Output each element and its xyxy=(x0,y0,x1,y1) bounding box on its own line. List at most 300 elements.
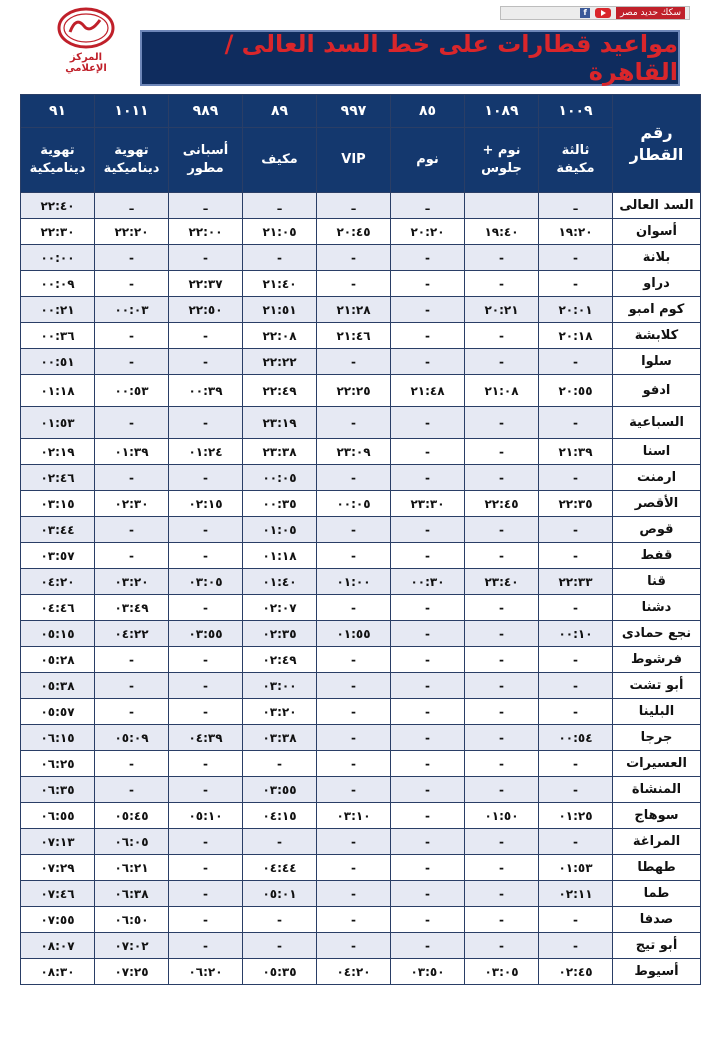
departure-time: ٠٣:٥٠ xyxy=(391,959,465,985)
departure-time: ٢٠:٢٠ xyxy=(391,219,465,245)
departure-time: - xyxy=(391,933,465,959)
departure-time: - xyxy=(465,881,539,907)
departure-time: - xyxy=(317,407,391,439)
departure-time: - xyxy=(317,855,391,881)
train-type-line2: مكيفة xyxy=(556,161,595,176)
departure-time: ٠٣:٢٠ xyxy=(95,569,169,595)
departure-time: ـ xyxy=(391,193,465,219)
departure-time: - xyxy=(317,517,391,543)
departure-time: ـ xyxy=(169,193,243,219)
departure-time: ٠٥:٣٥ xyxy=(243,959,317,985)
page-title: مواعيد قطارات على خط السد العالى / القاهرة xyxy=(224,30,678,86)
corner-label-line2: القطار xyxy=(629,144,684,164)
departure-time: - xyxy=(317,829,391,855)
train-type xyxy=(539,128,613,193)
departure-time: - xyxy=(243,829,317,855)
departure-time: ٠٦:٢٠ xyxy=(169,959,243,985)
departure-time: - xyxy=(391,829,465,855)
station-name: طهطا xyxy=(613,855,701,881)
table-row xyxy=(21,933,701,959)
departure-time: - xyxy=(465,855,539,881)
departure-time: ٠٠:٥٤ xyxy=(539,725,613,751)
departure-time: ـ xyxy=(95,193,169,219)
table-row xyxy=(21,959,701,985)
train-type-line2: ديناميكية xyxy=(29,161,86,176)
departure-time: - xyxy=(169,699,243,725)
departure-time: - xyxy=(95,465,169,491)
departure-time: - xyxy=(391,855,465,881)
rail-logo xyxy=(48,6,124,74)
table-row xyxy=(21,517,701,543)
departure-time: - xyxy=(465,407,539,439)
departure-time: ١٩:٢٠ xyxy=(539,219,613,245)
departure-time: ٠٣:٤٩ xyxy=(95,595,169,621)
departure-time: - xyxy=(169,751,243,777)
train-number: ٨٩ xyxy=(243,95,317,128)
departure-time: ٠٧:٥٥ xyxy=(21,907,95,933)
departure-time: ٢٢:٢٢ xyxy=(243,349,317,375)
departure-time: ٠٣:٣٨ xyxy=(243,725,317,751)
departure-time: ٢٣:٣٠ xyxy=(391,491,465,517)
departure-time: - xyxy=(539,777,613,803)
departure-time: - xyxy=(95,699,169,725)
departure-time: - xyxy=(243,933,317,959)
departure-time: ٢٠:٤٥ xyxy=(317,219,391,245)
departure-time: - xyxy=(465,621,539,647)
departure-time: ٠٠:٠٣ xyxy=(95,297,169,323)
train-number: ٩٨٩ xyxy=(169,95,243,128)
table-row xyxy=(21,855,701,881)
departure-time: - xyxy=(169,323,243,349)
train-number: ٨٥ xyxy=(391,95,465,128)
station-name: أبو تشت xyxy=(613,673,701,699)
departure-time: ٠٦:٠٥ xyxy=(95,829,169,855)
departure-time: ٢٢:٣٥ xyxy=(539,491,613,517)
departure-time: - xyxy=(539,647,613,673)
departure-time: - xyxy=(317,777,391,803)
table-row xyxy=(21,595,701,621)
departure-time: ٠٠:٣٦ xyxy=(21,323,95,349)
departure-time: ٠٤:٤٦ xyxy=(21,595,95,621)
departure-time: - xyxy=(465,829,539,855)
table-row xyxy=(21,881,701,907)
departure-time: ٠٠:٠٩ xyxy=(21,271,95,297)
departure-time: ٠٤:٢٢ xyxy=(95,621,169,647)
departure-time: ٠٢:٣٥ xyxy=(243,621,317,647)
station-name: قفط xyxy=(613,543,701,569)
train-type xyxy=(95,128,169,193)
departure-time: ٠٢:١٩ xyxy=(21,439,95,465)
departure-time: - xyxy=(317,881,391,907)
departure-time: ٠٦:٥٥ xyxy=(21,803,95,829)
train-type xyxy=(21,128,95,193)
departure-time: - xyxy=(465,323,539,349)
departure-time: - xyxy=(465,517,539,543)
departure-time: - xyxy=(317,725,391,751)
departure-time: - xyxy=(391,647,465,673)
departure-time: - xyxy=(317,595,391,621)
departure-time: - xyxy=(169,543,243,569)
departure-time: ٠٥:١٠ xyxy=(169,803,243,829)
departure-time: ٠٠:٠٥ xyxy=(317,491,391,517)
departure-time: - xyxy=(391,725,465,751)
station-name: فرشوط xyxy=(613,647,701,673)
departure-time: ١٩:٤٠ xyxy=(465,219,539,245)
departure-time: ٢٢:٣٣ xyxy=(539,569,613,595)
departure-time: ٢٠:٢١ xyxy=(465,297,539,323)
departure-time: ٢٢:٣٧ xyxy=(169,271,243,297)
train-type xyxy=(391,128,465,193)
departure-time: ٠١:٥٥ xyxy=(317,621,391,647)
departure-time: ٠٤:٢٠ xyxy=(21,569,95,595)
departure-time: - xyxy=(465,699,539,725)
departure-time: - xyxy=(169,673,243,699)
train-type xyxy=(317,128,391,193)
station-name: جرجا xyxy=(613,725,701,751)
departure-time: ٠٥:١٥ xyxy=(21,621,95,647)
departure-time: - xyxy=(391,349,465,375)
departure-time: - xyxy=(391,465,465,491)
egyptian-railways-emblem-icon xyxy=(56,6,116,50)
departure-time: ٠٠:٣٥ xyxy=(243,491,317,517)
page-name: سكك حديد مصر xyxy=(616,7,685,19)
train-type-line1: تهوية xyxy=(114,143,149,158)
departure-time: - xyxy=(465,465,539,491)
departure-time: - xyxy=(539,465,613,491)
departure-time: - xyxy=(465,933,539,959)
departure-time: - xyxy=(465,543,539,569)
station-name: سلوا xyxy=(613,349,701,375)
table-row xyxy=(21,245,701,271)
departure-time: - xyxy=(317,933,391,959)
station-name: اسنا xyxy=(613,439,701,465)
departure-time: ٠٧:١٣ xyxy=(21,829,95,855)
train-number: ١٠٨٩ xyxy=(465,95,539,128)
departure-time: - xyxy=(391,271,465,297)
departure-time: ٠٦:٥٠ xyxy=(95,907,169,933)
departure-time: ٠٠:٠٥ xyxy=(243,465,317,491)
departure-time: ٢٢:٤٩ xyxy=(243,375,317,407)
departure-time: - xyxy=(169,829,243,855)
departure-time: ـ xyxy=(539,193,613,219)
departure-time: ٠١:٠٥ xyxy=(243,517,317,543)
departure-time: - xyxy=(169,933,243,959)
departure-time: ٢٢:٠٨ xyxy=(243,323,317,349)
station-name: العسيرات xyxy=(613,751,701,777)
departure-time: - xyxy=(391,673,465,699)
departure-time: - xyxy=(95,777,169,803)
departure-time: - xyxy=(95,245,169,271)
departure-time: - xyxy=(95,647,169,673)
departure-time: ٢٣:٣٨ xyxy=(243,439,317,465)
departure-time: - xyxy=(95,323,169,349)
departure-time: - xyxy=(95,517,169,543)
schedule-table xyxy=(20,94,701,985)
departure-time: ٠٣:١٠ xyxy=(317,803,391,829)
departure-time: ٠٠:١٠ xyxy=(539,621,613,647)
departure-time: ٠٨:٠٧ xyxy=(21,933,95,959)
departure-time: ٢١:٤٠ xyxy=(243,271,317,297)
facebook-icon[interactable]: f xyxy=(580,8,590,18)
departure-time: ٠٤:٢٠ xyxy=(317,959,391,985)
train-type-line2: جلوس xyxy=(481,161,522,176)
station-name: دراو xyxy=(613,271,701,297)
station-name: أبو تيج xyxy=(613,933,701,959)
departure-time: - xyxy=(539,673,613,699)
departure-time: ٠٥:٢٨ xyxy=(21,647,95,673)
train-type-line1: مكيف xyxy=(261,152,298,167)
departure-time: ـ xyxy=(243,193,317,219)
table-row xyxy=(21,777,701,803)
departure-time: - xyxy=(539,907,613,933)
departure-time: ٠٣:٠٠ xyxy=(243,673,317,699)
station-name: الأقصر xyxy=(613,491,701,517)
departure-time: ٠١:٢٤ xyxy=(169,439,243,465)
departure-time: - xyxy=(539,517,613,543)
departure-time: ٠٥:٠١ xyxy=(243,881,317,907)
departure-time: - xyxy=(539,699,613,725)
station-name: ادفو xyxy=(613,375,701,407)
table-row xyxy=(21,491,701,517)
departure-time: ٠١:١٨ xyxy=(243,543,317,569)
table-row xyxy=(21,803,701,829)
departure-time: - xyxy=(95,407,169,439)
departure-time: - xyxy=(243,907,317,933)
table-row xyxy=(21,699,701,725)
departure-time: - xyxy=(391,543,465,569)
table-row xyxy=(21,543,701,569)
departure-time: - xyxy=(391,323,465,349)
table-row xyxy=(21,829,701,855)
departure-time: - xyxy=(169,465,243,491)
table-row xyxy=(21,647,701,673)
departure-time: ٢١:٣٩ xyxy=(539,439,613,465)
table-row xyxy=(21,569,701,595)
departure-time: ٠٦:٢١ xyxy=(95,855,169,881)
youtube-icon[interactable] xyxy=(595,8,611,18)
departure-time: - xyxy=(465,777,539,803)
station-name: قنا xyxy=(613,569,701,595)
train-type-line1: ثالثة xyxy=(561,143,590,158)
train-type-line1: أسبانى xyxy=(182,143,229,158)
departure-time: - xyxy=(391,699,465,725)
departure-time: ٢٢:٠٠ xyxy=(169,219,243,245)
station-name: كلابشة xyxy=(613,323,701,349)
train-type-line1: VIP xyxy=(341,152,366,167)
departure-time: ٠٠:٢١ xyxy=(21,297,95,323)
corner-label-line1: رقم xyxy=(640,122,673,142)
departure-time: - xyxy=(317,751,391,777)
station-name: المنشاة xyxy=(613,777,701,803)
departure-time: ٢٢:٤٥ xyxy=(465,491,539,517)
departure-time: ٢٠:٠١ xyxy=(539,297,613,323)
departure-time: - xyxy=(169,881,243,907)
departure-time: ٠٧:٢٩ xyxy=(21,855,95,881)
table-row xyxy=(21,465,701,491)
departure-time: ٠٣:١٥ xyxy=(21,491,95,517)
departure-time: ٠١:٥٣ xyxy=(539,855,613,881)
departure-time: ٠٠:٣٩ xyxy=(169,375,243,407)
table-row xyxy=(21,439,701,465)
departure-time: - xyxy=(539,829,613,855)
departure-time: - xyxy=(317,271,391,297)
departure-time: - xyxy=(95,349,169,375)
departure-time: - xyxy=(169,245,243,271)
departure-time: ٠٥:٠٩ xyxy=(95,725,169,751)
departure-time: - xyxy=(539,245,613,271)
train-type-line1: نوم xyxy=(416,152,439,167)
departure-time: - xyxy=(391,245,465,271)
departure-time: - xyxy=(169,349,243,375)
departure-time: - xyxy=(465,349,539,375)
departure-time: ٠٦:١٥ xyxy=(21,725,95,751)
departure-time: ٠١:٠٠ xyxy=(317,569,391,595)
station-name: كوم امبو xyxy=(613,297,701,323)
departure-time: ٠١:٥٣ xyxy=(21,407,95,439)
table-row xyxy=(21,297,701,323)
departure-time: - xyxy=(539,543,613,569)
departure-time: - xyxy=(391,517,465,543)
departure-time: ٠٤:٤٤ xyxy=(243,855,317,881)
departure-time: ٢٠:٥٥ xyxy=(539,375,613,407)
departure-time: - xyxy=(169,595,243,621)
departure-time: ٠٢:٤٩ xyxy=(243,647,317,673)
departure-time: - xyxy=(391,881,465,907)
train-number-header xyxy=(613,95,701,193)
departure-time: ٠٣:٠٥ xyxy=(465,959,539,985)
train-type xyxy=(169,128,243,193)
departure-time: ٠٦:٣٨ xyxy=(95,881,169,907)
departure-time: - xyxy=(95,751,169,777)
station-name: سوهاج xyxy=(613,803,701,829)
departure-time: ٢٢:٢٠ xyxy=(95,219,169,245)
departure-time: - xyxy=(391,751,465,777)
departure-time: ٠٤:١٥ xyxy=(243,803,317,829)
departure-time: ٢١:٢٨ xyxy=(317,297,391,323)
departure-time: - xyxy=(391,439,465,465)
departure-time: ٠٧:٢٥ xyxy=(95,959,169,985)
table-row xyxy=(21,193,701,219)
departure-time: - xyxy=(317,349,391,375)
table-row xyxy=(21,375,701,407)
departure-time: ٠٢:١٥ xyxy=(169,491,243,517)
departure-time: ٠٥:٥٧ xyxy=(21,699,95,725)
departure-time: ٢٣:١٩ xyxy=(243,407,317,439)
train-type-line1: نوم + xyxy=(482,143,521,158)
table-row xyxy=(21,323,701,349)
departure-time: - xyxy=(465,907,539,933)
departure-time: - xyxy=(539,751,613,777)
departure-time: - xyxy=(391,907,465,933)
departure-time: - xyxy=(169,907,243,933)
departure-time: ٠١:٣٩ xyxy=(95,439,169,465)
departure-time: - xyxy=(169,777,243,803)
train-number: ١٠١١ xyxy=(95,95,169,128)
departure-time: - xyxy=(169,517,243,543)
departure-time: - xyxy=(317,543,391,569)
departure-time: ٠٠:٥١ xyxy=(21,349,95,375)
departure-time: - xyxy=(391,777,465,803)
departure-time: - xyxy=(465,751,539,777)
title-banner xyxy=(140,30,680,86)
train-type xyxy=(465,128,539,193)
station-name: أسوان xyxy=(613,219,701,245)
departure-time: ٠٣:٥٧ xyxy=(21,543,95,569)
table-row xyxy=(21,725,701,751)
departure-time: ٠١:٤٠ xyxy=(243,569,317,595)
departure-time: - xyxy=(465,647,539,673)
departure-time: - xyxy=(465,245,539,271)
station-name: أسيوط xyxy=(613,959,701,985)
departure-time: - xyxy=(317,907,391,933)
departure-time: - xyxy=(169,855,243,881)
departure-time: ٢٢:٥٠ xyxy=(169,297,243,323)
station-name: البلينا xyxy=(613,699,701,725)
departure-time: - xyxy=(465,595,539,621)
departure-time: - xyxy=(391,621,465,647)
departure-time: ٠١:٥٠ xyxy=(465,803,539,829)
departure-time: ٢٢:٤٠ xyxy=(21,193,95,219)
departure-time: ٠٧:٠٢ xyxy=(95,933,169,959)
departure-time: - xyxy=(243,751,317,777)
departure-time: ٢٢:٣٠ xyxy=(21,219,95,245)
departure-time: - xyxy=(391,803,465,829)
train-type-line1: تهوية xyxy=(40,143,75,158)
departure-time: - xyxy=(317,245,391,271)
departure-time: - xyxy=(169,407,243,439)
departure-time: ٠١:١٨ xyxy=(21,375,95,407)
departure-time: - xyxy=(95,543,169,569)
departure-time: - xyxy=(317,647,391,673)
departure-time: ٠٦:٣٥ xyxy=(21,777,95,803)
departure-time: ٠٠:٠٠ xyxy=(21,245,95,271)
departure-time: - xyxy=(539,271,613,297)
table-row xyxy=(21,407,701,439)
departure-time: ٢١:٤٦ xyxy=(317,323,391,349)
departure-time: ٠٢:٤٥ xyxy=(539,959,613,985)
departure-time: ٠٥:٣٨ xyxy=(21,673,95,699)
table-row xyxy=(21,673,701,699)
departure-time: - xyxy=(243,245,317,271)
departure-time: ٠٠:٣٠ xyxy=(391,569,465,595)
departure-time: ٠٨:٣٠ xyxy=(21,959,95,985)
station-name: السد العالى xyxy=(613,193,701,219)
departure-time: ٠٣:٥٥ xyxy=(169,621,243,647)
departure-time: - xyxy=(539,933,613,959)
train-type-line2: ديناميكية xyxy=(103,161,160,176)
station-name: ارمنت xyxy=(613,465,701,491)
train-number: ٩٩٧ xyxy=(317,95,391,128)
station-name: قوص xyxy=(613,517,701,543)
station-name: طما xyxy=(613,881,701,907)
departure-time: ٢٣:٠٩ xyxy=(317,439,391,465)
train-type xyxy=(243,128,317,193)
departure-time: ٢١:٠٥ xyxy=(243,219,317,245)
departure-time: - xyxy=(169,647,243,673)
departure-time: ٠٢:٠٧ xyxy=(243,595,317,621)
departure-time: ٢٠:١٨ xyxy=(539,323,613,349)
table-row xyxy=(21,751,701,777)
departure-time: - xyxy=(95,271,169,297)
departure-time: ٢١:٠٨ xyxy=(465,375,539,407)
departure-time: ٠٦:٢٥ xyxy=(21,751,95,777)
departure-time: ٢١:٤٨ xyxy=(391,375,465,407)
departure-time: - xyxy=(391,407,465,439)
station-name: نجع حمادى xyxy=(613,621,701,647)
departure-time: ٠٢:٤٦ xyxy=(21,465,95,491)
departure-time: - xyxy=(539,349,613,375)
departure-time: ٠٣:٤٤ xyxy=(21,517,95,543)
